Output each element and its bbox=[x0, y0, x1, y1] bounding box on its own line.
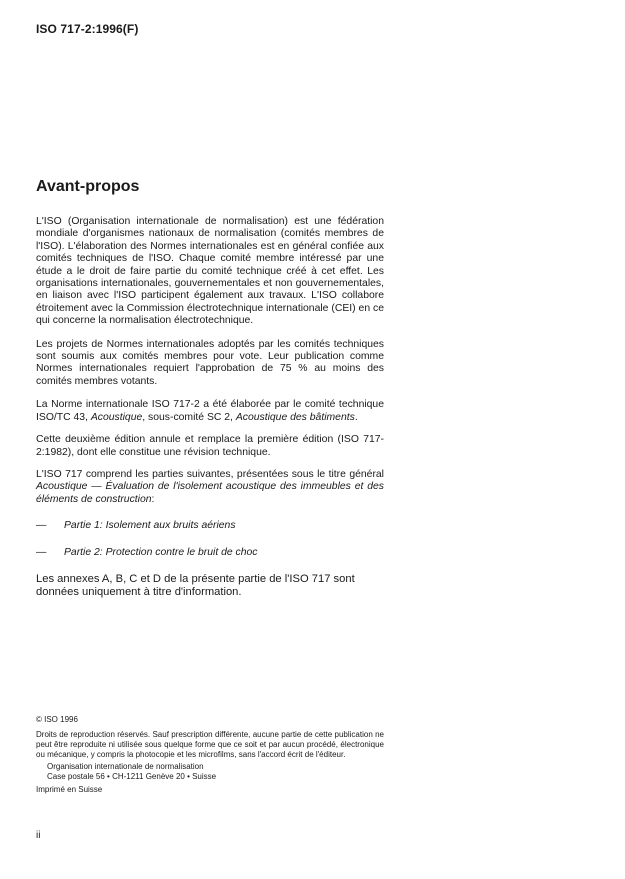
paragraph-draft-standards: Les projets de Normes internationales adoptés par les comités techniques sont soumis aux comités membres pour vote. Leur publication comme Normes internationales requiert l'approbation de 75 % au moins des comités membres votants. bbox=[36, 338, 384, 387]
committee-text-c: . bbox=[354, 411, 358, 423]
rights-notice: Droits de reproduction réservés. Sauf prescription différente, aucune partie de cette publication ne peut être reproduite ni utilisée sous quelque forme que ce soit et par aucun procédé, électronique ou mécanique, y compris la photocopie et les microfilms, sans l'accord écrit de l'éditeur. bbox=[36, 730, 384, 759]
printed-in: Imprimé en Suisse bbox=[36, 785, 103, 794]
committee-text-a: La Norme internationale ISO 717-2 a été élaborée par le comité technique ISO/TC 43, bbox=[36, 399, 384, 423]
list-dash: — bbox=[36, 520, 47, 532]
list-item-part-1 bbox=[36, 520, 384, 532]
page-title: Avant-propos bbox=[36, 178, 140, 195]
general-title: Acoustique — Évaluation de l'isolement acoustique des immeubles et des éléments de construction bbox=[36, 481, 384, 505]
subcommittee-name: Acoustique des bâtiments bbox=[235, 411, 355, 423]
document-header: ISO 717-2:1996(F) bbox=[36, 22, 139, 36]
committee-name: Acoustique bbox=[90, 411, 143, 423]
committee-text-b: , sous-comité SC 2, bbox=[142, 411, 236, 423]
paragraph-edition: Cette deuxième édition annule et remplace la première édition (ISO 717-2:1982), dont elle constitue une révision technique. bbox=[36, 434, 384, 458]
page-number: ii bbox=[36, 830, 41, 841]
list-dash: — bbox=[36, 546, 47, 558]
foreword-body bbox=[36, 216, 384, 610]
parts-intro-tail: : bbox=[151, 493, 155, 505]
parts-intro-lead: L'ISO 717 comprend les parties suivantes, présentées sous le titre général bbox=[36, 468, 384, 480]
paragraph-iso-intro: L'ISO (Organisation internationale de normalisation) est une fédération mondiale d'organismes nationaux de normalisation (comités membres de l'ISO). L'élaboration des Normes internationales est en général confiée aux comités techniques de l'ISO. Chaque comité membre intéressé par une étude a le droit de faire partie du comité technique créé à cet effet. Les organisations internationales, gouvernementales et non gouvernementales, en liaison avec l'ISO participent également aux travaux. L'ISO collabore étroitement avec la Commission électrotechnique internationale (CEI) en ce qui concerne la normalisation électrotechnique. bbox=[36, 216, 384, 327]
paragraph-parts-intro bbox=[36, 469, 384, 506]
list-item-part-2 bbox=[36, 547, 384, 559]
part-1-label: Partie 1: Isolement aux bruits aériens bbox=[64, 520, 236, 532]
org-address: Case postale 56 • CH-1211 Genève 20 • Suisse bbox=[47, 772, 217, 781]
paragraph-committee bbox=[36, 399, 384, 424]
paragraph-annexes: Les annexes A, B, C et D de la présente partie de l'ISO 717 sont données uniquement à titre d'information. bbox=[36, 572, 355, 598]
copyright-footer bbox=[36, 715, 384, 795]
copyright-line: © ISO 1996 bbox=[36, 715, 78, 724]
org-name: Organisation internationale de normalisation bbox=[47, 762, 204, 771]
part-2-label: Partie 2: Protection contre le bruit de choc bbox=[64, 546, 258, 558]
